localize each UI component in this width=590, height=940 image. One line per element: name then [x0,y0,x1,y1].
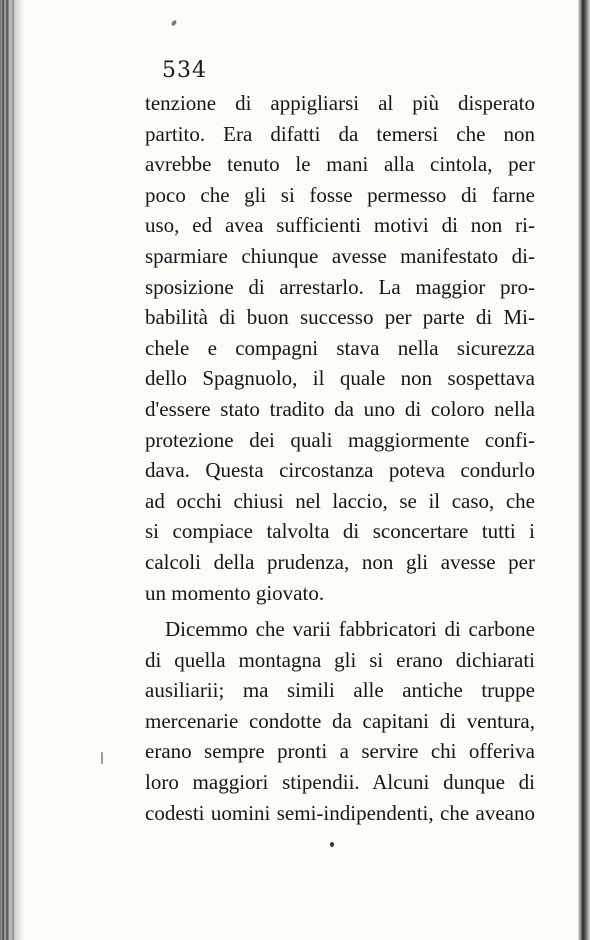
text-line: babilità di buon successo per parte di Mi- [145,305,535,330]
text-line: poco che gli si fosse permesso di farne [145,182,535,207]
text-line: sposizione di arrestarlo. La maggior pro- [145,274,535,299]
text-line: un momento giovato. [145,580,325,605]
ink-speck [330,842,334,847]
text-line: avrebbe tenuto le mani alla cintola, per [145,152,535,177]
text-line: Dicemmo che varii fabbricatori di carbone [165,617,535,642]
text-line: d'essere stato tradito da uno di coloro nella [145,396,535,421]
text-line: dello Spagnuolo, il quale non sospettava [145,366,535,391]
text-line: tenzione di appigliarsi al più disperato [145,91,535,115]
text-line: sparmiare chiunque avesse manifestato di- [145,243,535,268]
paragraph-2 [145,614,535,828]
text-line: uso, ed avea sufficienti motivi di non ri- [145,213,535,238]
text-line: dava. Questa circostanza poteva condurlo [145,458,535,483]
text-line: calcoli della prudenza, non gli avesse per [145,549,535,574]
text-line: mercenarie condotte da capitani di ventura, [145,708,535,733]
ink-speck [101,752,103,764]
body-text [145,88,535,828]
gutter-shadow [14,0,24,940]
page-edge [578,0,590,940]
page-number: 534 [162,58,207,83]
text-line: erano sempre pronti a servire chi offeriva [145,739,535,764]
paragraph-1 [145,88,535,608]
binding-gutter [0,0,14,940]
text-line: di quella montagna gli si erano dichiarati [145,647,535,672]
text-line: protezione dei quali maggiormente confi- [145,427,535,452]
text-line: chele e compagni stava nella sicurezza [145,335,535,360]
ink-speck [171,19,178,26]
text-line: si compiace talvolta di sconcertare tutti i [145,519,535,544]
text-line: ausiliarii; ma simili alle antiche truppe [145,678,535,703]
text-line: codesti uomini semi-indipendenti, che aveano [145,800,535,825]
text-line: partito. Era difatti da temersi che non [145,121,535,146]
text-line: ad occhi chiusi nel laccio, se il caso, che [145,488,535,513]
text-line: loro maggiori stipendii. Alcuni dunque di [145,770,535,795]
